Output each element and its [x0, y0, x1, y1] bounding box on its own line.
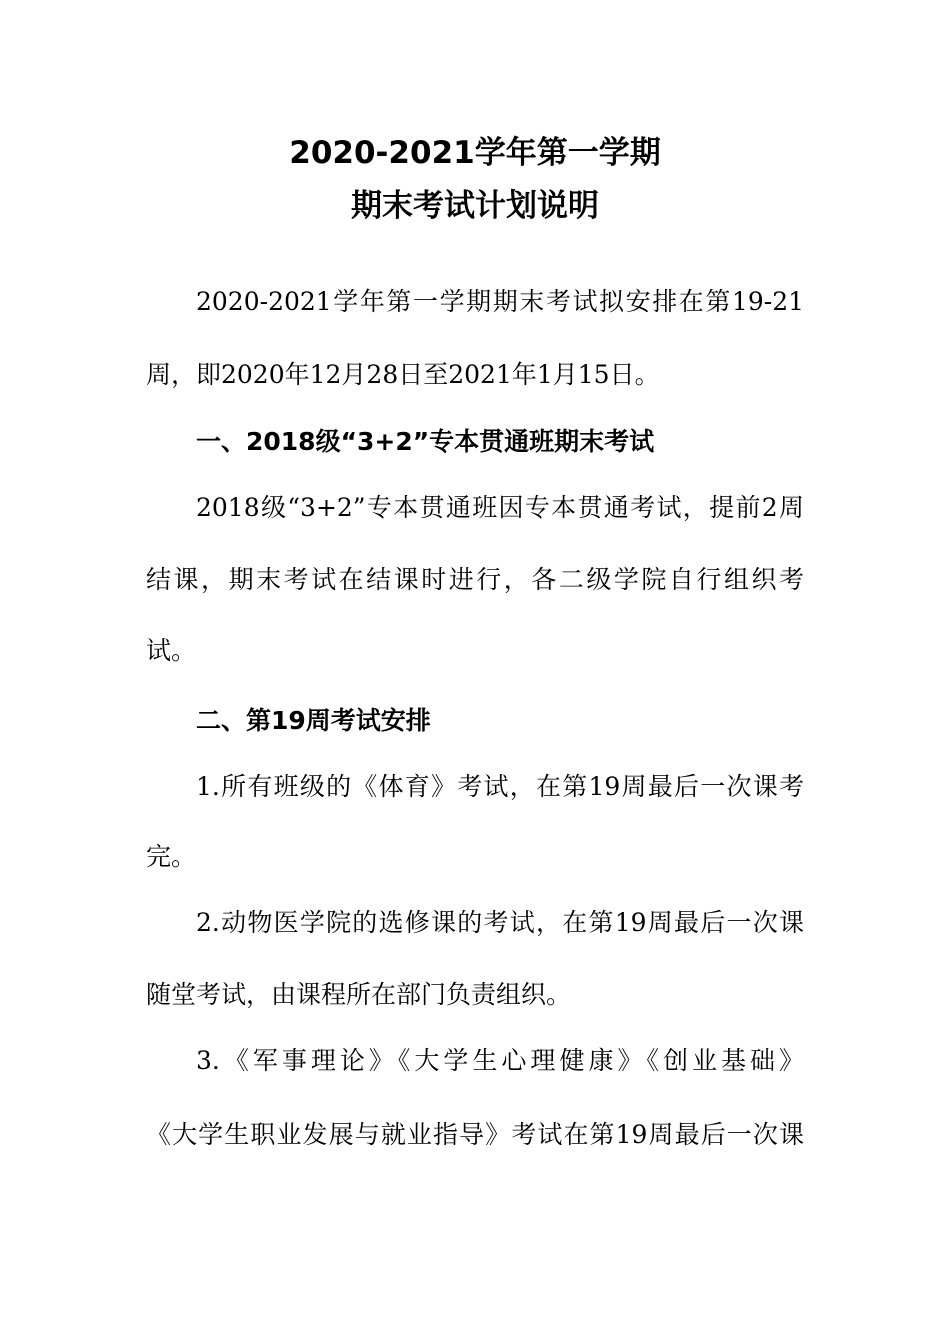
intro-line-2: 周，即2020年12月28日至2021年1月15日。: [146, 360, 660, 389]
document-title-line2: 期末考试计划说明: [351, 188, 599, 224]
intro-line-1: 2020-2021学年第一学期期末考试拟安排在第19-21: [196, 287, 804, 316]
section1-heading: 一、2018级“3+2”专本贯通班期末考试: [196, 427, 655, 456]
section1-line-2: 结课，期末考试在结课时进行，各二级学院自行组织考: [146, 565, 804, 594]
section2-item3-line-1: 3.《军事理论》《大学生心理健康》《创业基础》: [196, 1046, 804, 1075]
section1-line-3: 试。: [146, 636, 197, 665]
section2-item3-line-2: 《大学生职业发展与就业指导》考试在第19周最后一次课: [146, 1120, 804, 1149]
section1-line-1: 2018级“3+2”专本贯通班因专本贯通考试，提前2周: [196, 493, 804, 522]
section2-item2-line-2: 随堂考试，由课程所在部门负责组织。: [146, 980, 572, 1009]
section2-heading: 二、第19周考试安排: [196, 706, 431, 735]
section2-item1-line-1: 1.所有班级的《体育》考试，在第19周最后一次课考: [196, 772, 804, 801]
section2-item2-line-1: 2.动物医学院的选修课的考试，在第19周最后一次课: [196, 908, 804, 937]
section2-item1-line-2: 完。: [146, 842, 197, 871]
document-title-line1: 2020-2021学年第一学期: [289, 135, 661, 171]
